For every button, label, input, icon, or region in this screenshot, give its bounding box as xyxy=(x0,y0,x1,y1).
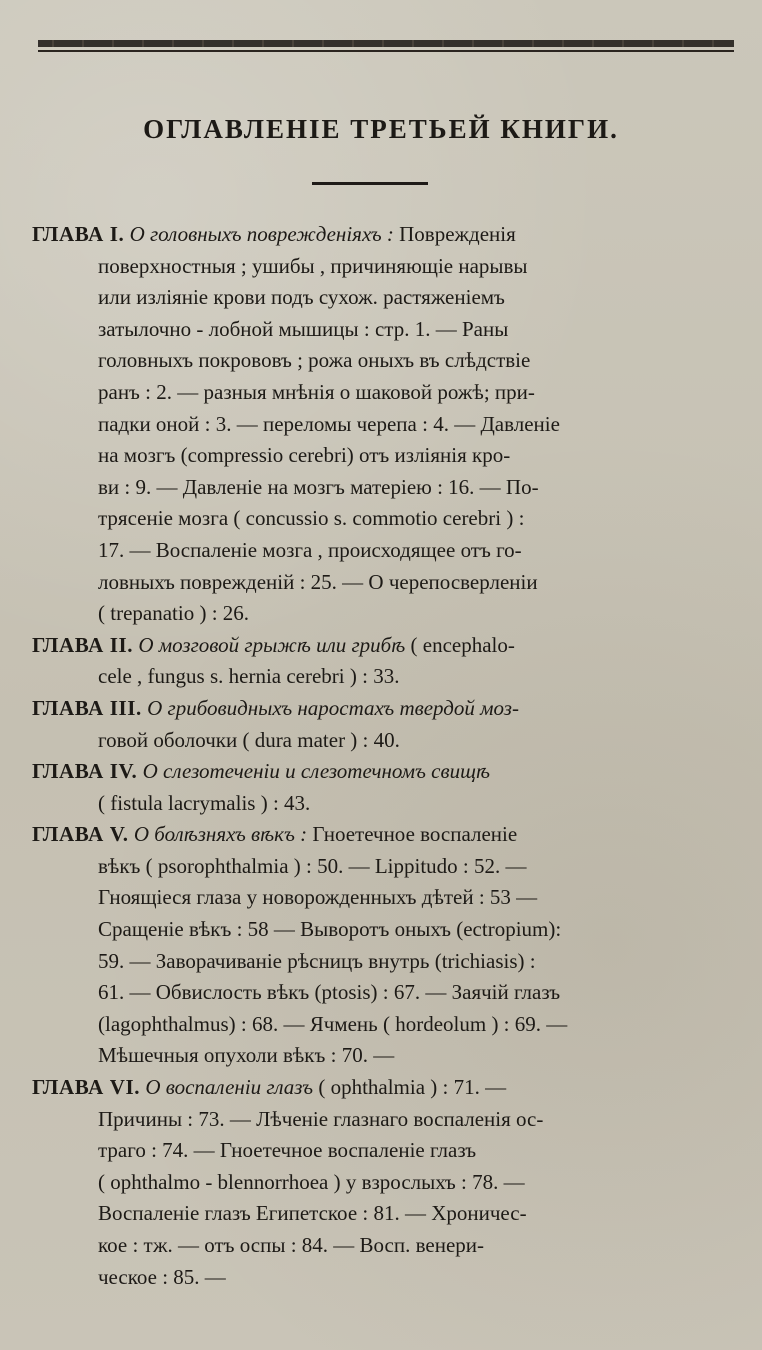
chapter-1-line-7: падки оной : 3. — переломы черепа : 4. — Давленіе xyxy=(98,411,560,436)
chapter-6-line-7: ческое : 85. — xyxy=(98,1264,226,1289)
chapter-4-first-line xyxy=(32,756,752,788)
chapter-4-label: ГЛАВА IV. xyxy=(32,759,138,784)
chapter-3-first-line xyxy=(32,693,752,725)
chapter-5-line-2: вѣкъ ( psorophthalmia ) : 50. — Lippitudo : 52. — xyxy=(98,853,527,878)
chapter-entry-4 xyxy=(32,756,752,819)
chapter-5-label: ГЛАВА V. xyxy=(32,822,129,847)
chapter-3-title: О грибовидныхъ наростахъ твердой моз- xyxy=(147,695,519,720)
chapter-6-title: О воспаленіи глазъ xyxy=(145,1075,314,1100)
chapter-5-line-5: 59. — Заворачиваніе рѣсницъ внутрь (trichiasis) : xyxy=(98,948,536,973)
chapter-2-line-1: ( encephalo- xyxy=(410,632,515,657)
chapter-5-line-4: Сращеніе вѣкъ : 58 — Выворотъ оныхъ (ectropium): xyxy=(98,917,562,942)
chapter-1-label: ГЛАВА I. xyxy=(32,222,125,246)
chapter-1-line-2: поверхностныя ; ушибы , причиняющіе нарывы xyxy=(98,253,528,278)
chapter-entry-1 xyxy=(32,219,752,630)
chapter-1-line-12: ловныхъ поврежденій : 25. — О черепосверленіи xyxy=(98,569,538,594)
chapter-1-line-9: ви : 9. — Давленіе на мозгъ матеріею : 16. — По- xyxy=(98,474,539,499)
chapter-5-line-6: 61. — Обвислость вѣкъ (ptosis) : 67. — Заячій глазъ xyxy=(98,980,561,1005)
chapter-1-line-6: ранъ : 2. — разныя мнѣнія о шаковой рожѣ; при- xyxy=(98,379,535,404)
chapter-1-first-line xyxy=(32,219,752,251)
chapter-1-line-10: трясеніе мозга ( concussio s. commotio cerebri ) : xyxy=(98,506,525,531)
chapter-5-line-8: Мѣшечныя опухоли вѣкъ : 70. — xyxy=(98,1043,395,1068)
chapter-1-line-5: головныхъ покрововъ ; рожа оныхъ въ слѣдствіе xyxy=(98,348,531,373)
chapter-6-line-3: траго : 74. — Гноетечное воспаленіе глазъ xyxy=(98,1138,477,1163)
chapter-3-line-2: говой оболочки ( dura mater ) : 40. xyxy=(98,727,400,752)
chapter-5-first-line xyxy=(32,819,752,851)
chapter-3-label: ГЛАВА III. xyxy=(32,695,142,720)
chapter-5-line-7: (lagophthalmus) : 68. — Ячмень ( hordeolum ) : 69. — xyxy=(98,1011,568,1036)
chapter-5-line-1: Гноетечное воспаленіе xyxy=(312,822,518,847)
page-title: ОГЛАВЛЕНІЕ ТРЕТЬЕЙ КНИГИ. xyxy=(143,114,619,144)
chapter-2-title: О мозговой грыжѣ или грибѣ xyxy=(138,632,406,657)
chapter-6-line-4: ( ophthalmo - blennorrhoea ) у взрослыхъ : 78. — xyxy=(98,1169,525,1194)
chapter-6-label: ГЛАВА VI. xyxy=(32,1075,141,1100)
top-thick-rule xyxy=(38,40,734,47)
chapter-5-line-3: Гноящіеся глаза у новорожденныхъ дѣтей : 53 — xyxy=(98,885,538,910)
chapter-1-line-8: на мозгъ (compressio cerebri) отъ изліянія кро- xyxy=(98,443,511,468)
chapter-6-line-1: ( ophthalmia ) : 71. — xyxy=(318,1075,507,1100)
chapter-6-line-2: Причины : 73. — Лѣченіе глазнаго воспаленія ос- xyxy=(98,1106,544,1131)
chapter-1-line-13: ( trepanatio ) : 26. xyxy=(98,601,250,626)
chapter-2-first-line xyxy=(32,630,752,662)
chapter-6-line-6: кое : тж. — отъ оспы : 84. — Восп. венери- xyxy=(98,1233,485,1257)
chapter-2-line-2: cele , fungus s. hernia cerebri ) : 33. xyxy=(98,664,400,689)
chapter-1-line-4: затылочно - лобной мышицы : стр. 1. — Раны xyxy=(98,316,509,341)
top-ornamental-rule xyxy=(38,40,734,53)
top-thin-rule xyxy=(38,50,734,52)
chapter-entry-5 xyxy=(32,819,752,1072)
table-of-contents xyxy=(32,219,752,1293)
chapter-4-line-2: ( fistula lacrymalis ) : 43. xyxy=(98,790,311,815)
chapter-1-line-3: или изліяніе крови подъ сухож. растяженіемъ xyxy=(98,285,505,310)
chapter-entry-2 xyxy=(32,630,752,693)
chapter-2-label: ГЛАВА II. xyxy=(32,632,134,657)
chapter-1-line-11: 17. — Воспаленіе мозга , происходящее отъ го- xyxy=(98,537,522,562)
chapter-4-title: О слезотеченіи и слезотечномъ свищѣ xyxy=(142,759,490,784)
chapter-6-line-5: Воспаленіе глазъ Египетское : 81. — Хроничес- xyxy=(98,1201,527,1226)
chapter-5-title: О болѣзняхъ вѣкъ : xyxy=(133,822,308,847)
chapter-entry-6 xyxy=(32,1072,752,1293)
chapter-1-title: О головныхъ поврежденіяхъ : xyxy=(129,222,394,246)
chapter-1-line-1: Поврежденія xyxy=(399,222,516,246)
title-divider xyxy=(312,182,428,185)
chapter-entry-3 xyxy=(32,693,752,756)
chapter-6-first-line xyxy=(32,1072,752,1104)
